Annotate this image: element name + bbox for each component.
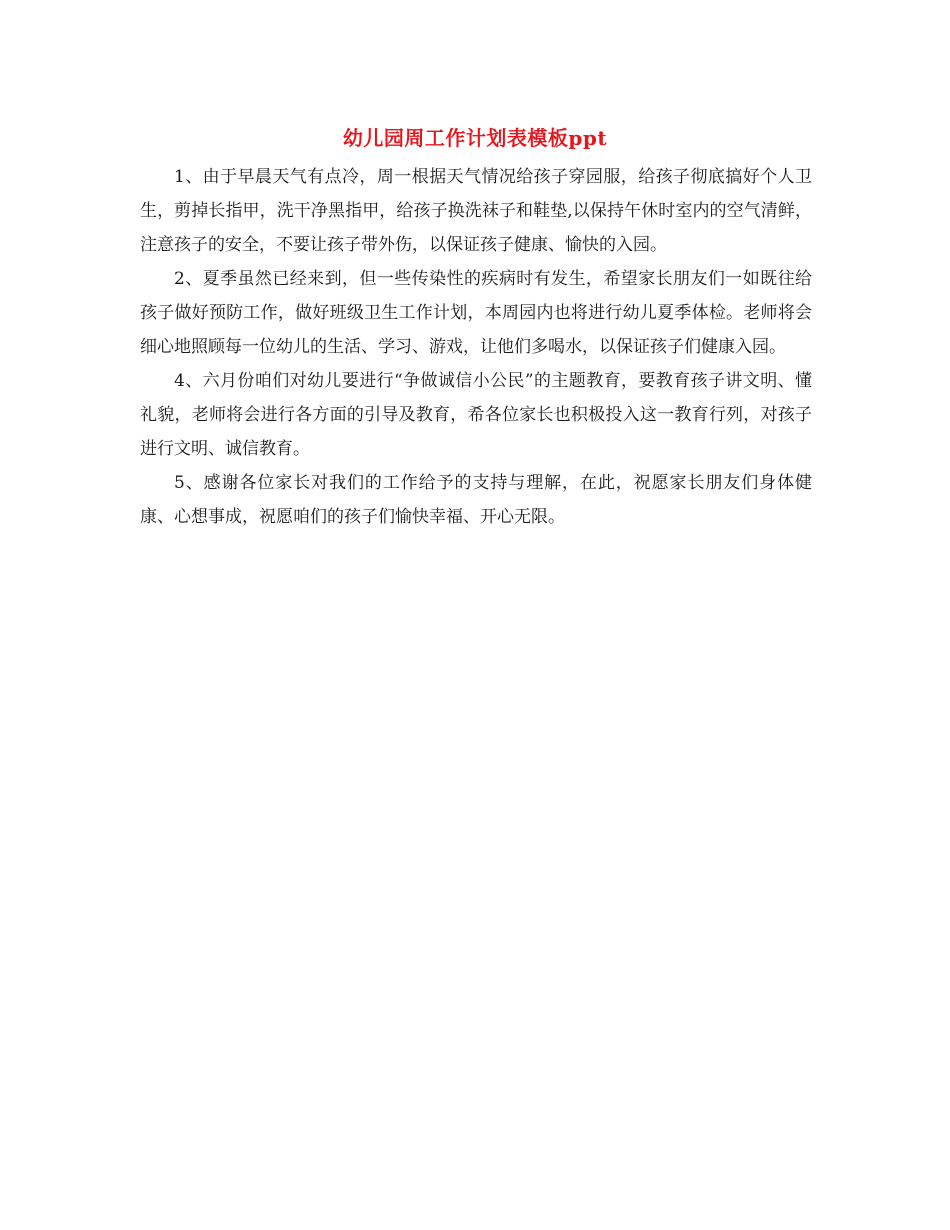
document-title: 幼儿园周工作计划表模板ppt [342, 126, 608, 150]
paragraph-1: 1、由于早晨天气有点冷，周一根据天气情况给孩子穿园服，给孩子彻底搞好个人卫生，剪掉长指甲，洗干净黑指甲，给孩子换洗袜子和鞋垫,以保持午休时室内的空气清鲜，注意孩子的安全，不要让孩子带外伤，以保证孩子健康、愉快的入园。 [140, 167, 812, 255]
paragraph-2: 2、夏季虽然已经来到，但一些传染性的疾病时有发生，希望家长朋友们一如既往给孩子做好预防工作，做好班级卫生工作计划，本周园内也将进行幼儿夏季体检。老师将会细心地照顾每一位幼儿的生活、学习、游戏，让他们多喝水，以保证孩子们健康入园。 [140, 269, 812, 357]
document-body [140, 160, 812, 534]
paragraph-5: 5、感谢各位家长对我们的工作给予的支持与理解，在此，祝愿家长朋友们身体健康、心想事成，祝愿咱们的孩子们愉快幸福、开心无限。 [140, 473, 812, 527]
paragraph-4: 4、六月份咱们对幼儿要进行“争做诚信小公民”的主题教育，要教育孩子讲文明、懂礼貌，老师将会进行各方面的引导及教育，希各位家长也积极投入这一教育行列，对孩子进行文明、诚信教育。 [140, 371, 812, 459]
